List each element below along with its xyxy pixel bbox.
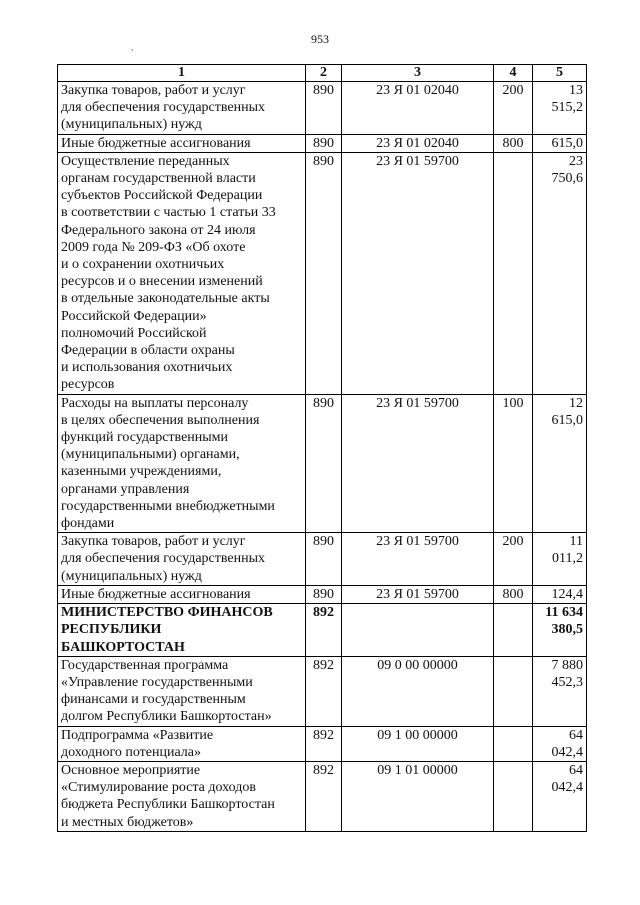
row-expense-type-cell [494,604,533,657]
row-article-cell: 09 1 00 00000 [342,726,494,761]
row-article-cell [342,604,494,657]
row-name-cell [58,533,306,586]
row-name-line: Иные бюджетные ассигнования [61,586,251,602]
stray-mark: , [131,42,134,52]
row-name-line: доходного потенциала» [61,744,201,760]
header-col-2: 2 [306,65,342,82]
row-article-cell: 23 Я 01 59700 [342,585,494,603]
row-name-line: и использования охотничьих [61,360,233,376]
row-name-line: Иные бюджетные ассигнования [61,135,251,151]
table-body [58,82,587,832]
row-name-line: и о сохранении охотничьих [61,257,225,273]
row-name-line: бюджета Республики Башкортостан [61,797,275,813]
row-expense-type-cell [494,761,533,831]
row-article-cell: 23 Я 01 59700 [342,533,494,586]
row-amount-cell: 64 042,4 [533,761,587,831]
row-name-line: финансами и государственным [61,692,246,708]
row-name-line: ресурсов [61,377,115,393]
row-expense-type-cell: 200 [494,533,533,586]
row-name-line: Федерации в области охраны [61,343,235,359]
row-name-line: в отдельные законодательные акты [61,291,270,307]
row-expense-type-cell [494,726,533,761]
row-name-line: Российской Федерации» [61,308,207,324]
row-amount-cell: 64 042,4 [533,726,587,761]
row-name-line: Осуществление переданных [61,153,230,169]
row-ministry-cell: 892 [306,656,342,726]
row-ministry-cell: 892 [306,726,342,761]
row-amount-cell: 7 880 452,3 [533,656,587,726]
row-name-line: Закупка товаров, работ и услуг [61,534,246,550]
row-name-cell [58,604,306,657]
header-col-1: 1 [58,65,306,82]
row-name-line: РЕСПУБЛИКИ [61,622,162,638]
table-row [58,134,587,152]
row-name-cell [58,82,306,135]
row-amount-cell: 23 750,6 [533,152,587,394]
row-article-cell: 23 Я 01 59700 [342,394,494,533]
row-name-line: (муниципальных) нужд [61,568,202,584]
table-row [58,82,587,135]
row-amount-cell: 11 011,2 [533,533,587,586]
row-name-cell [58,134,306,152]
table-row [58,726,587,761]
table-row [58,394,587,533]
row-name-line: Подпрограмма «Развитие [61,727,214,743]
row-article-cell: 09 0 00 00000 [342,656,494,726]
row-name-cell [58,394,306,533]
row-name-line: казенными учреждениями, [61,464,222,480]
budget-table [57,64,587,832]
row-amount-cell: 615,0 [533,134,587,152]
row-name-line: Федерального закона от 24 июля [61,222,256,238]
table-row [58,656,587,726]
table-header-row [58,65,587,82]
row-name-line: «Стимулирование роста доходов [61,780,256,796]
row-name-line: фондами [61,516,115,532]
row-name-line: для обеспечения государственных [61,551,265,567]
row-article-cell: 23 Я 01 02040 [342,82,494,135]
row-name-cell [58,726,306,761]
row-article-cell: 23 Я 01 59700 [342,152,494,394]
row-name-line: государственными внебюджетными [61,498,275,514]
row-expense-type-cell: 800 [494,585,533,603]
table-row [58,533,587,586]
header-col-3: 3 [342,65,494,82]
row-name-cell [58,761,306,831]
row-name-line: полномочий Российской [61,325,207,341]
row-article-cell: 23 Я 01 02040 [342,134,494,152]
row-name-line: Закупка товаров, работ и услуг [61,83,246,98]
row-amount-cell: 13 515,2 [533,82,587,135]
row-name-cell [58,152,306,394]
row-name-line: органами управления [61,481,190,497]
row-name-line: Расходы на выплаты персоналу [61,395,249,411]
row-name-line: органам государственной власти [61,171,256,187]
table-row [58,152,587,394]
row-name-line: ресурсов и о внесении изменений [61,274,263,290]
row-amount-cell: 11 634 380,5 [533,604,587,657]
row-ministry-cell: 890 [306,134,342,152]
row-amount-cell: 124,4 [533,585,587,603]
row-name-line: для обеспечения государственных [61,100,265,116]
row-name-line: Основное мероприятие [61,762,201,778]
row-name-line: в соответствии с частью 1 статьи 33 [61,205,276,221]
row-name-line: Государственная программа [61,657,229,673]
row-ministry-cell: 890 [306,152,342,394]
row-ministry-cell: 890 [306,585,342,603]
row-name-line: 2009 года № 209-ФЗ «Об охоте [61,239,246,255]
header-col-5: 5 [533,65,587,82]
row-name-cell [58,656,306,726]
row-ministry-cell: 890 [306,533,342,586]
row-name-line: (муниципальными) органами, [61,447,240,463]
row-expense-type-cell: 100 [494,394,533,533]
table-row [58,604,587,657]
row-name-line: долгом Республики Башкортостан» [61,709,272,725]
row-expense-type-cell [494,656,533,726]
row-name-line: БАШКОРТОСТАН [61,639,185,655]
row-name-line: и местных бюджетов» [61,814,194,830]
row-amount-cell: 12 615,0 [533,394,587,533]
table-row [58,761,587,831]
row-ministry-cell: 892 [306,761,342,831]
row-ministry-cell: 890 [306,394,342,533]
row-name-line: функций государственными [61,430,229,446]
row-article-cell: 09 1 01 00000 [342,761,494,831]
row-expense-type-cell: 200 [494,82,533,135]
header-col-4: 4 [494,65,533,82]
row-name-line: (муниципальных) нужд [61,117,202,133]
row-name-line: «Управление государственными [61,674,253,690]
table-row [58,585,587,603]
row-expense-type-cell: 800 [494,134,533,152]
row-name-cell [58,585,306,603]
row-ministry-cell: 892 [306,604,342,657]
row-name-line: в целях обеспечения выполнения [61,412,260,428]
row-name-line: субъектов Российской Федерации [61,188,263,204]
row-name-line: МИНИСТЕРСТВО ФИНАНСОВ [61,605,273,621]
row-ministry-cell: 890 [306,82,342,135]
row-expense-type-cell [494,152,533,394]
page-number: 953 [311,32,329,46]
